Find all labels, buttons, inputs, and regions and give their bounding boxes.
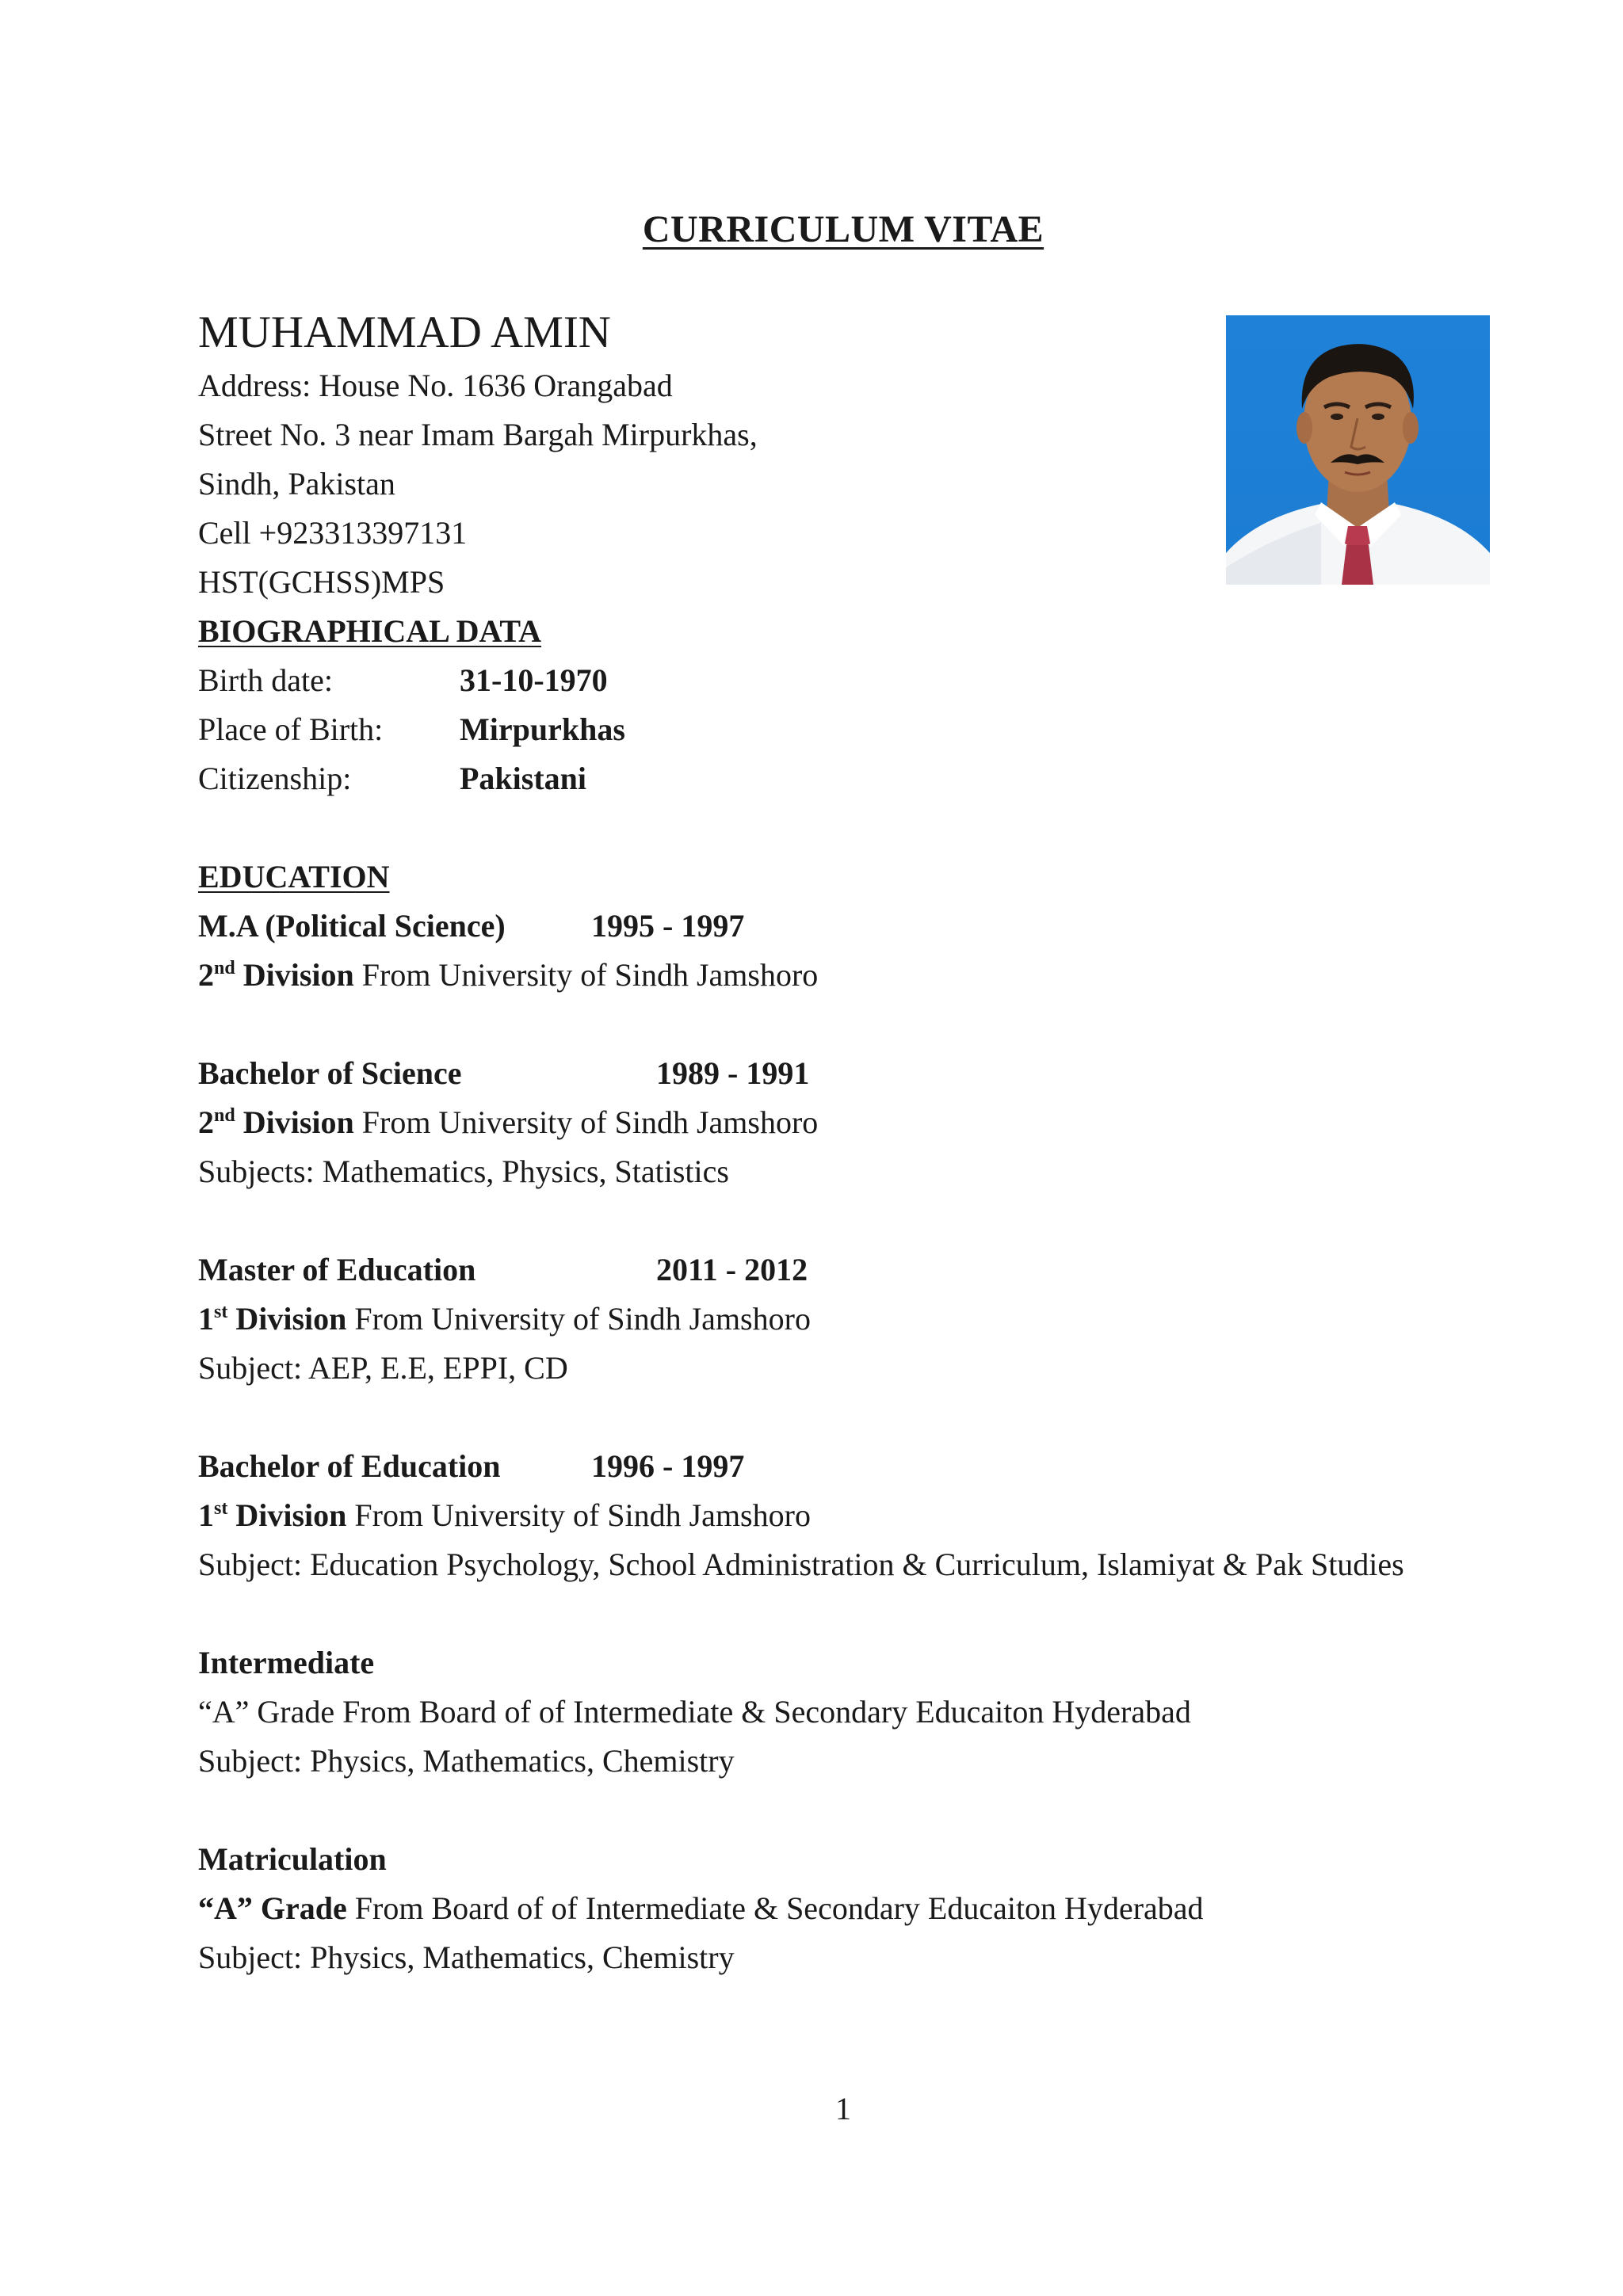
division-word: Division bbox=[242, 957, 354, 993]
grade: “A” Grade bbox=[198, 1890, 347, 1926]
division-suffix: nd bbox=[214, 958, 235, 978]
designation: HST(GCHSS)MPS bbox=[198, 564, 445, 600]
degree-years: 1989 - 1991 bbox=[656, 1055, 810, 1091]
education-division-row bbox=[198, 1295, 1577, 1344]
education-heading: EDUCATION bbox=[198, 859, 390, 894]
division-suffix: st bbox=[214, 1302, 228, 1322]
education-subjects: Subjects: Mathematics, Physics, Statistics bbox=[198, 1154, 729, 1189]
page-number: 1 bbox=[835, 2091, 851, 2126]
institution: From University of Sindh Jamshoro bbox=[354, 1301, 811, 1337]
division-word: Division bbox=[235, 1301, 347, 1337]
division-number: 1 bbox=[198, 1301, 214, 1337]
bio-row bbox=[198, 754, 1577, 803]
cv-content bbox=[198, 304, 1577, 1982]
bio-label: Citizenship: bbox=[198, 761, 352, 796]
institution: From University of Sindh Jamshoro bbox=[354, 1497, 811, 1533]
education-degree-row bbox=[198, 1442, 1577, 1491]
degree-name: Intermediate bbox=[198, 1645, 375, 1680]
address-line: Street No. 3 near Imam Bargah Mirpurkhas, bbox=[198, 417, 758, 452]
division-word: Division bbox=[242, 1104, 354, 1140]
bio-value: Mirpurkhas bbox=[460, 711, 625, 747]
education-grade-row bbox=[198, 1884, 1577, 1933]
degree-years: 1995 - 1997 bbox=[591, 908, 745, 944]
page-title: CURRICULUM VITAE bbox=[642, 208, 1044, 250]
address-line: Address: House No. 1636 Orangabad bbox=[198, 368, 673, 403]
degree-name: Bachelor of Education bbox=[198, 1448, 501, 1484]
education-division-row bbox=[198, 951, 1577, 1000]
person-name: MUHAMMAD AMIN bbox=[198, 307, 611, 357]
education-subjects: Subject: Education Psychology, School Administration & Curriculum, Islamiyat & Pak Studies bbox=[198, 1547, 1404, 1582]
biographical-heading: BIOGRAPHICAL DATA bbox=[198, 613, 542, 649]
education-division-row bbox=[198, 1098, 1577, 1147]
division-word: Division bbox=[235, 1497, 347, 1533]
degree-name: Matriculation bbox=[198, 1841, 387, 1877]
education-division-row bbox=[198, 1491, 1577, 1540]
cell-number: Cell +923313397131 bbox=[198, 515, 468, 551]
bio-value: Pakistani bbox=[460, 761, 587, 796]
degree-name: Bachelor of Science bbox=[198, 1055, 462, 1091]
degree-years: 2011 - 2012 bbox=[656, 1252, 808, 1287]
education-degree-row bbox=[198, 1049, 1577, 1098]
education-degree-row bbox=[198, 1245, 1577, 1295]
degree-name: Master of Education bbox=[198, 1252, 476, 1287]
division-number: 1 bbox=[198, 1497, 214, 1533]
education-grade-row: “A” Grade From Board of of Intermediate & Secondary Educaiton Hyderabad bbox=[198, 1694, 1191, 1730]
address-line: Sindh, Pakistan bbox=[198, 466, 395, 502]
board: From Board of of Intermediate & Secondary Educaiton Hyderabad bbox=[354, 1890, 1204, 1926]
degree-years: 1996 - 1997 bbox=[591, 1448, 745, 1484]
division-number: 2 bbox=[198, 957, 214, 993]
degree-name: M.A (Political Science) bbox=[198, 908, 506, 944]
education-subjects: Subject: Physics, Mathematics, Chemistry bbox=[198, 1743, 735, 1779]
education-subjects: Subject: Physics, Mathematics, Chemistry bbox=[198, 1939, 735, 1975]
bio-label: Birth date: bbox=[198, 662, 333, 698]
division-suffix: nd bbox=[214, 1105, 235, 1126]
institution: From University of Sindh Jamshoro bbox=[361, 957, 819, 993]
education-subjects: Subject: AEP, E.E, EPPI, CD bbox=[198, 1350, 568, 1386]
bio-row bbox=[198, 656, 1577, 705]
institution: From University of Sindh Jamshoro bbox=[361, 1104, 819, 1140]
division-number: 2 bbox=[198, 1104, 214, 1140]
bio-row bbox=[198, 705, 1577, 754]
education-degree-row bbox=[198, 902, 1577, 951]
bio-label: Place of Birth: bbox=[198, 711, 384, 747]
bio-value: 31-10-1970 bbox=[460, 662, 608, 698]
division-suffix: st bbox=[214, 1498, 228, 1519]
